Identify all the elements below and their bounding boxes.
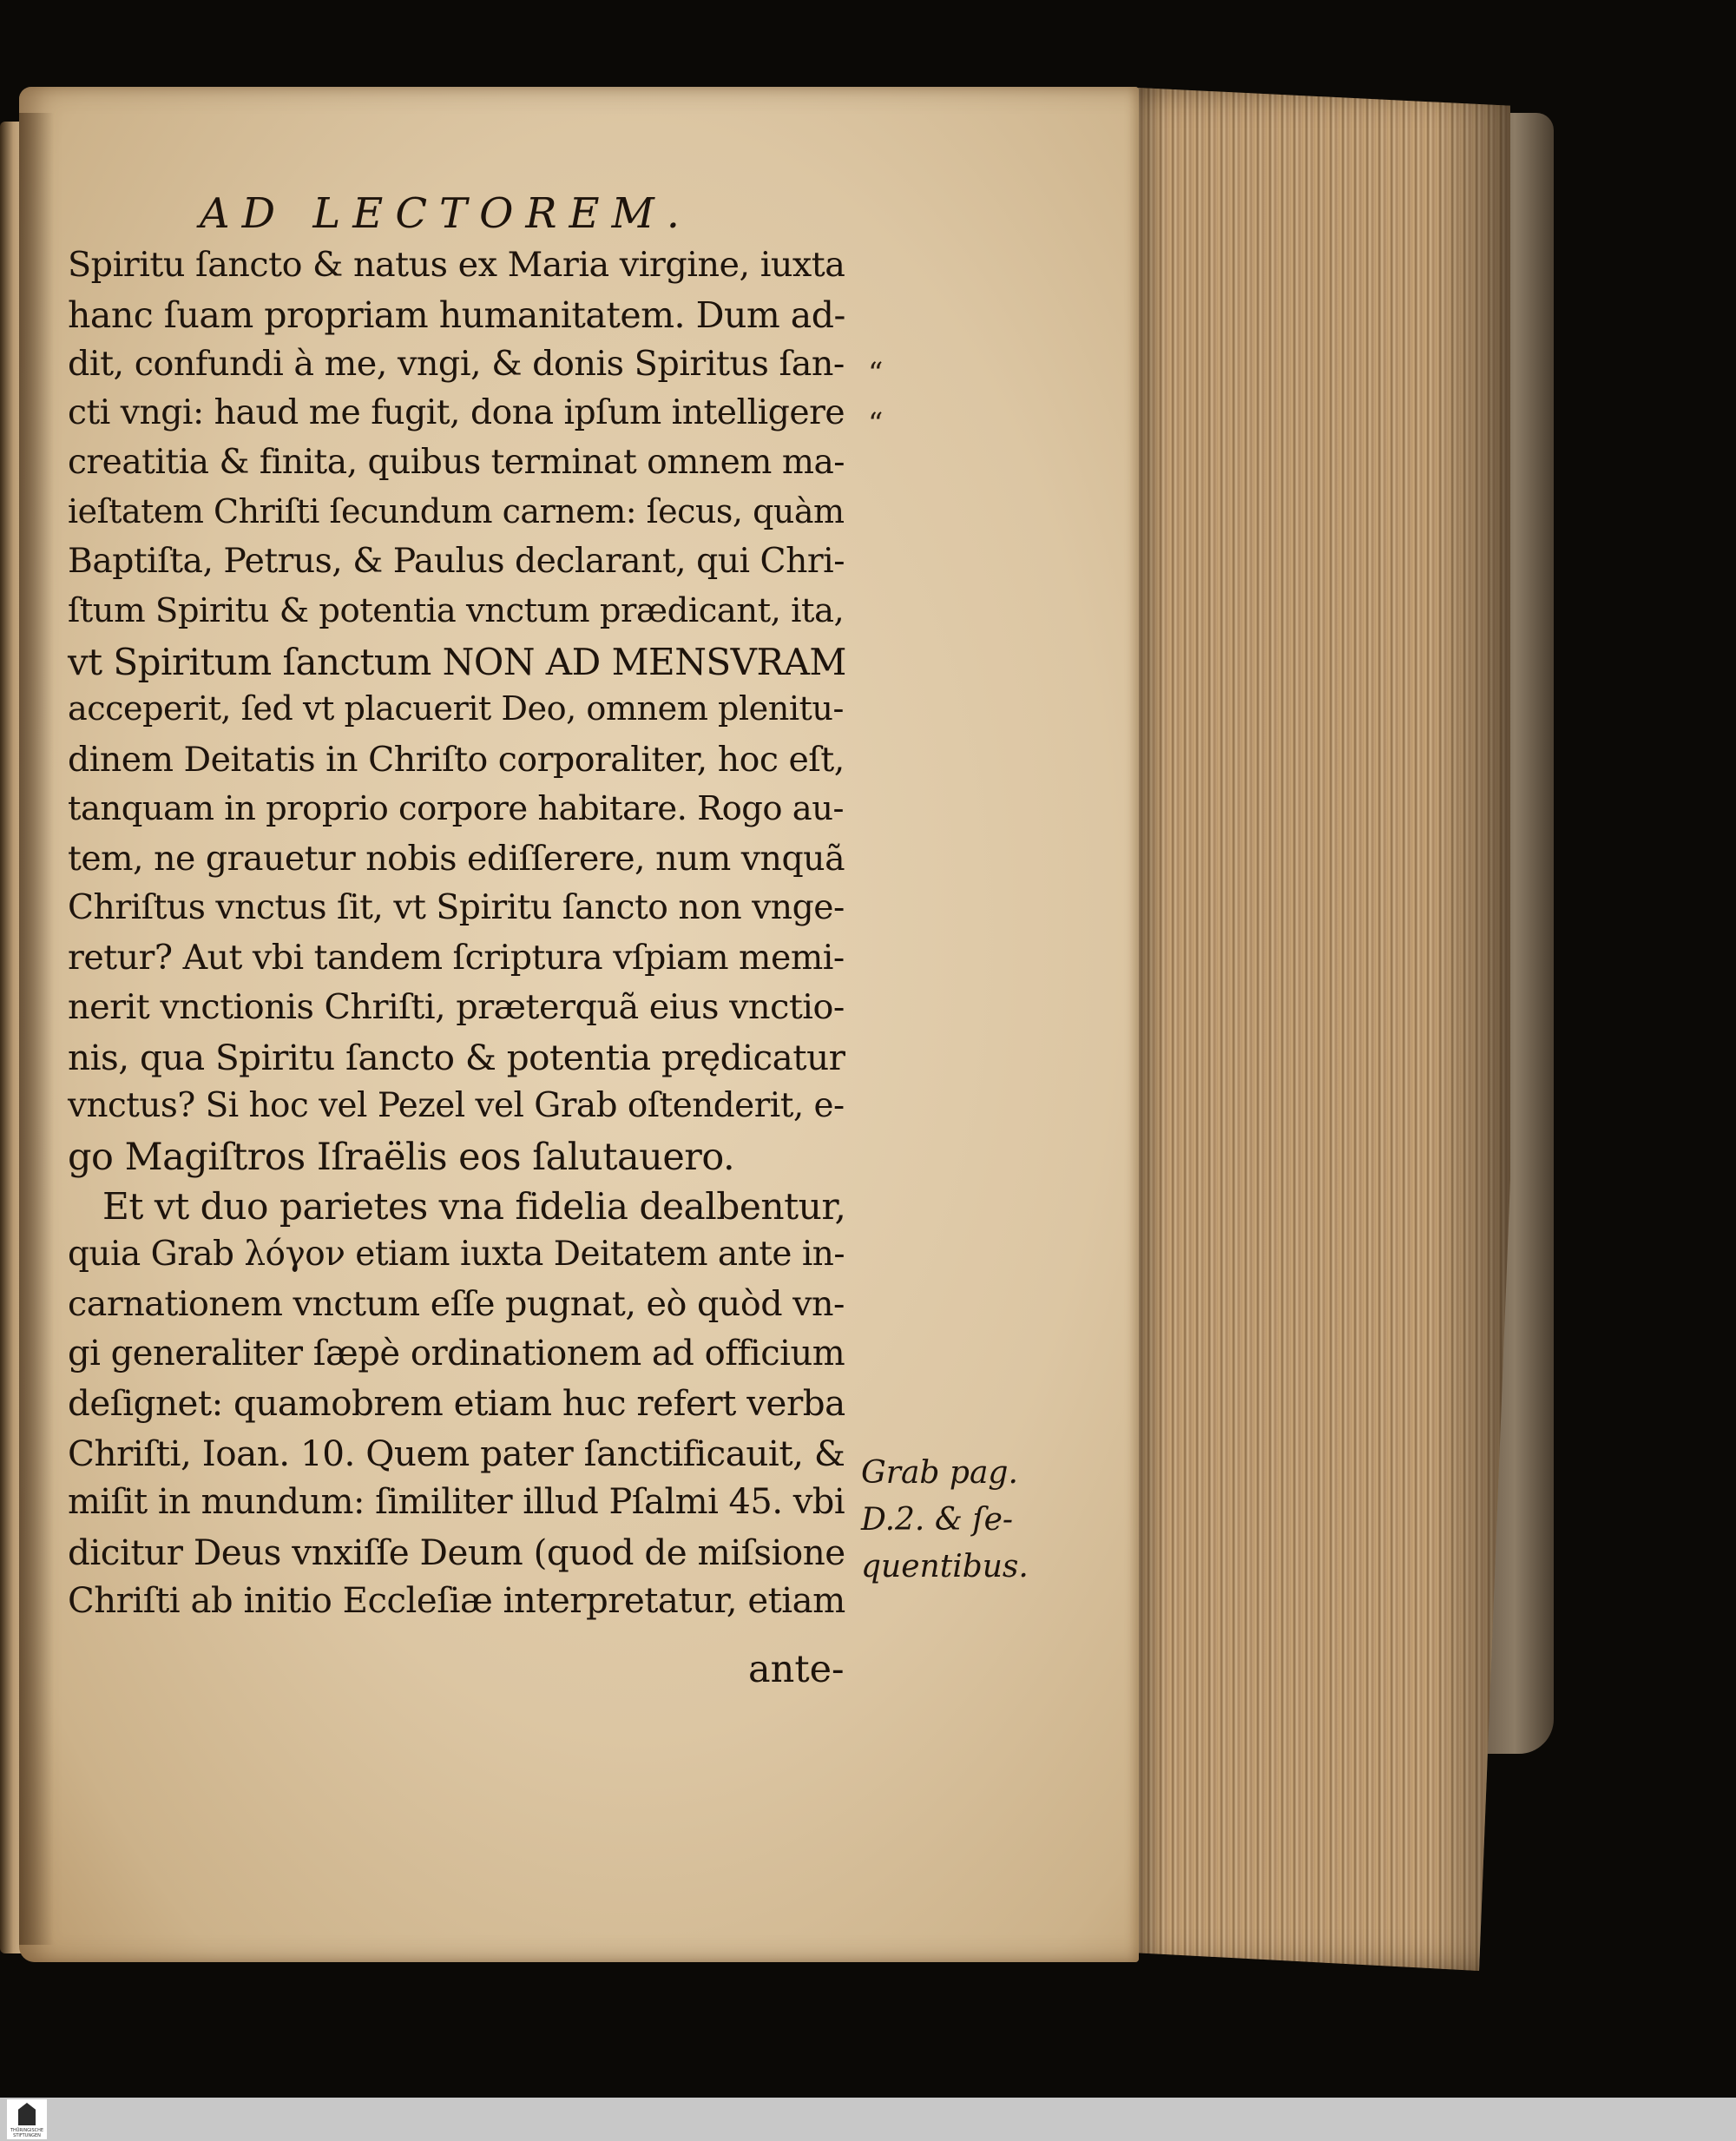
margin-note-line-3: quentibus. [861,1549,1029,1584]
body-line-4: cti vngi: haud me fugit, dona ipſum intelligere [68,393,845,432]
body-line-16: nerit vnctionis Chriſti, præterquã eius vnctio- [68,987,845,1027]
institution-logo [7,2099,47,2139]
body-line-7: Baptiſta, Petrus, & Paulus declarant, qui Chri- [68,542,845,581]
body-line-26: miſit in mundum: ſimiliter illud Pſalmi 45. vbi [68,1482,845,1522]
quote-mark-1: “ [868,356,884,391]
body-line-22: carnationem vnctum eſſe pugnat, eò quòd vn- [68,1284,845,1324]
body-line-1: Spiritu ſancto & natus ex Maria virgine, iuxta [68,245,845,285]
body-line-12: tanquam in proprio corpore habitare. Rogo au- [68,789,845,828]
body-line-11: dinem Deitatis in Chriſto corporaliter, hoc eſt, [68,740,845,780]
body-line-21: quia Grab λόγον etiam iuxta Deitatem ante in- [68,1235,845,1274]
body-line-19: go Magiſtros Iſraëlis eos ſalutauero. [68,1136,735,1179]
body-line-28: Chriſti ab initio Eccleſiæ interpretatur, etiam [68,1581,845,1621]
running-head: AD LECTOREM. [200,189,692,238]
body-line-20: Et vt duo parietes vna fidelia dealbentur, [102,1185,846,1228]
margin-note-line-2: D.2. & ſe- [861,1502,1014,1538]
body-line-9: vt Spiritum ſanctum NON AD MENSVRAM [68,641,846,683]
body-line-5: creatitia & finita, quibus terminat omnem ma- [68,443,845,482]
margin-note-line-1: Grab pag. [861,1455,1018,1491]
quote-mark-2: “ [868,406,884,441]
body-line-6: ieſtatem Chriſti ſecundum carnem: ſecus, quàm [68,492,845,530]
body-line-23: gi generaliter ſæpè ordinationem ad officium [68,1334,845,1374]
page-gutter-shadow [19,113,54,1945]
catchword: ante- [748,1648,845,1691]
body-line-18: vnctus? Si hoc vel Pezel vel Grab oſtenderit, e- [68,1086,845,1125]
body-line-24: deſignet: quamobrem etiam huc refert verba [68,1383,845,1424]
logo-caption: THÜRINGISCHE STIFTUNGEN [10,2128,44,2138]
body-line-8: ſtum Spiritu & potentia vnctum prædicant, ita, [68,591,845,630]
body-line-13: tem, ne grauetur nobis ediſſerere, num vnquã [68,839,845,879]
body-line-25: Chriſti, Ioan. 10. Quem pater ſanctificauit, & [68,1433,845,1474]
body-line-27: dicitur Deus vnxiſſe Deum (quod de miſsione [68,1532,845,1573]
building-icon [18,2103,36,2125]
body-line-14: Chriſtus vnctus ſit, vt Spiritu ſancto non vnge- [68,888,845,927]
body-line-3: dit, confundi à me, vngi, & donis Spiritus ſan- [68,344,845,384]
body-line-17: nis, qua Spiritu ſancto & potentia prędicatur [68,1037,845,1078]
fore-edge-shading [1120,87,1510,1971]
body-line-10: acceperit, ſed vt placuerit Deo, omnem plenitu- [68,690,844,728]
viewer-footer-bar [0,2098,1736,2141]
body-line-2: hanc ſuam propriam humanitatem. Dum ad- [68,294,845,336]
body-line-15: retur? Aut vbi tandem ſcriptura vſpiam memi- [68,938,845,978]
